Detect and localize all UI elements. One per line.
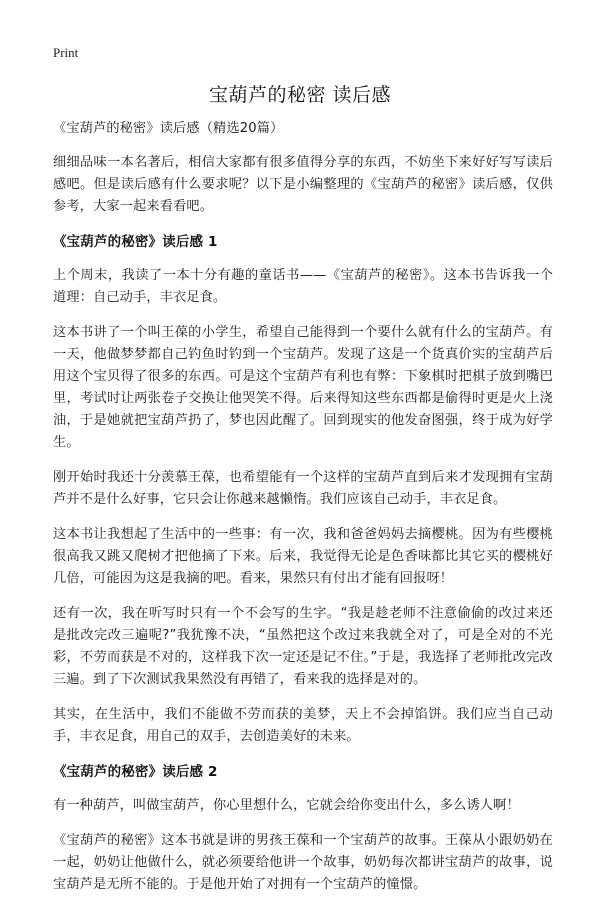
- paragraph: 有一种葫芦，叫做宝葫芦，你心里想什么，它就会给你变出什么，多么诱人啊！: [53, 798, 520, 813]
- paragraph: 还有一次，我在听写时只有一个不会写的生字。“我是趁老师不注意偷偷的改过来还是批改完改三遍呢?”我犹豫不决，“虽然把这个改过来我就全对了，可是全对的不光彩，不劳而获是不对的，这样我下次一定还是记不住。”于是，我选择了老师批改完改三遍。到了下次测试我果然没有再错了，看来我的选择是对的。: [53, 606, 553, 687]
- paragraph: 刚开始时我还十分羡慕王葆，也希望能有一个这样的宝葫芦直到后来才发现拥有宝葫芦并不是什么好事，它只会让你越来越懒惰。我们应该自己动手，丰衣足食。: [53, 470, 553, 507]
- paragraph: 上个周末，我读了一本十分有趣的童话书——《宝葫芦的秘密》。这本书告诉我一个道理：自己动手，丰衣足食。: [53, 268, 553, 305]
- section-heading-1: 《宝葫芦的秘密》读后感 1: [53, 234, 218, 250]
- print-label: Print: [53, 45, 79, 60]
- page-title: 宝葫芦的秘密 读后感: [208, 84, 392, 106]
- article-subtitle: 《宝葫芦的秘密》读后感（精选20篇）: [53, 121, 284, 136]
- article-body: [53, 118, 553, 909]
- paragraph: 其实，在生活中，我们不能做不劳而获的美梦，天上不会掉馅饼。我们应当自己动手，丰衣足食，用自己的双手，去创造美好的未来。: [53, 707, 553, 744]
- paragraph: 《宝葫芦的秘密》这本书就是讲的男孩王葆和一个宝葫芦的故事。王葆从小跟奶奶在一起，奶奶让他做什么，就必须要给他讲一个故事，奶奶每次都讲宝葫芦的故事，说宝葫芦是无所不能的。于是他开始了对拥有一个宝葫芦的憧憬。: [53, 833, 553, 892]
- paragraph: 这本书讲了一个叫王葆的小学生，希望自己能得到一个要什么就有什么的宝葫芦。有一天，他做梦梦都自己钓鱼时钓到一个宝葫芦。发现了这是一个货真价实的宝葫芦后用这个宝贝得了很多的东西。可是这个宝葫芦有利也有弊：下象棋时把棋子放到嘴巴里，考试时让两张卷子交换让他哭笑不得。后来得知这些东西都是偷得时更是火上浇油，于是她就把宝葫芦扔了，梦也因此醒了。回到现实的他发奋图强，终于成为好学生。: [53, 325, 553, 450]
- intro-paragraph: 细细品味一本名著后，相信大家都有很多值得分享的东西，不妨坐下来好好写写读后感吧。但是读后感有什么要求呢？以下是小编整理的《宝葫芦的秘密》读后感，仅供参考，大家一起来看看吧。: [53, 155, 553, 214]
- paragraph: 这本书让我想起了生活中的一些事：有一次，我和爸爸妈妈去摘樱桃。因为有些樱桃很高我又跳又爬树才把他摘了下来。后来，我觉得无论是色香味都比其它买的樱桃好几倍，可能因为这是我摘的吧。看来，果然只有付出才能有回报呀！: [53, 527, 553, 586]
- section-heading-2: 《宝葫芦的秘密》读后感 2: [53, 764, 218, 780]
